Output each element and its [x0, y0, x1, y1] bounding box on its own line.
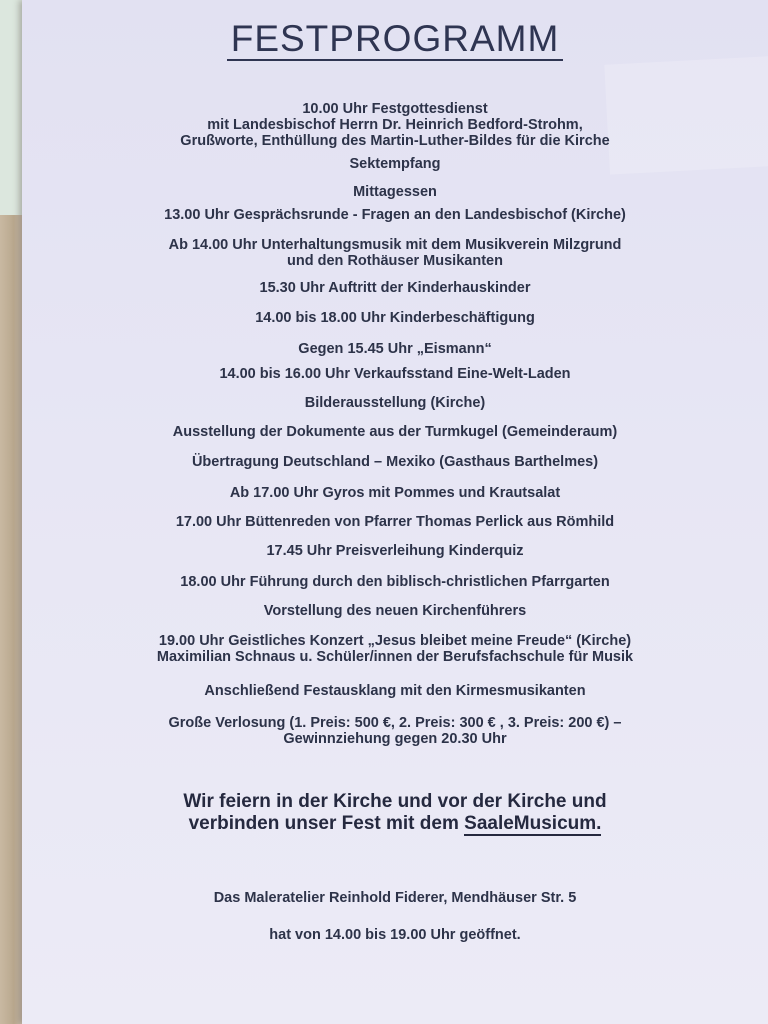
program-item [62, 366, 728, 382]
closing-line-prefix: verbinden unser Fest mit dem [188, 813, 465, 834]
program-item-line: 14.00 bis 18.00 Uhr Kinderbeschäftigung [255, 310, 535, 326]
program-item-line: Ab 14.00 Uhr Unterhaltungsmusik mit dem Musikverein Milzgrund [168, 237, 622, 253]
program-item [62, 424, 728, 440]
program-item [62, 715, 728, 747]
program-item-line: und den Rothäuser Musikanten [287, 253, 503, 269]
program-item-line: Sektempfang [349, 156, 441, 172]
program-item [62, 633, 728, 665]
program-item-line: Mittagessen [353, 184, 437, 200]
program-item-line: 19.00 Uhr Geistliches Konzert „Jesus bleibet meine Freude“ (Kirche) [158, 633, 632, 649]
program-item-line: 13.00 Uhr Gesprächsrunde - Fragen an den Landesbischof (Kirche) [164, 207, 626, 223]
program-item-line: Gegen 15.45 Uhr „Eismann“ [298, 341, 492, 357]
program-item [62, 543, 728, 559]
program-item-line: Grußworte, Enthüllung des Martin-Luther-Bildes für die Kirche [180, 133, 610, 149]
program-item [62, 683, 728, 699]
program-item-line: mit Landesbischof Herrn Dr. Heinrich Bedford-Strohm, [207, 117, 583, 133]
program-item-line: Ab 17.00 Uhr Gyros mit Pommes und Krautsalat [229, 485, 561, 501]
program-item-line: 14.00 bis 16.00 Uhr Verkaufsstand Eine-Welt-Laden [219, 366, 571, 382]
program-item [62, 156, 728, 172]
program-item [62, 514, 728, 530]
program-item [62, 101, 728, 149]
program-item [62, 341, 728, 357]
atelier-line: hat von 14.00 bis 19.00 Uhr geöffnet. [269, 927, 521, 943]
saalemusicum-link: SaaleMusicum. [464, 813, 602, 834]
program-item-line: 15.30 Uhr Auftritt der Kinderhauskinder [259, 280, 531, 296]
program-item [62, 574, 728, 590]
program-item-line: 17.00 Uhr Büttenreden von Pfarrer Thomas Perlick aus Römhild [175, 514, 615, 530]
program-item-line: Ausstellung der Dokumente aus der Turmkugel (Gemeinderaum) [172, 424, 618, 440]
closing-line [52, 813, 738, 835]
program-item [62, 310, 728, 326]
program-item-line: 18.00 Uhr Führung durch den biblisch-christlichen Pfarrgarten [180, 574, 610, 590]
program-item [62, 207, 728, 223]
program-item-line: Gewinnziehung gegen 20.30 Uhr [283, 731, 507, 747]
program-item-line: Vorstellung des neuen Kirchenführers [263, 603, 527, 619]
program-item [62, 184, 728, 200]
program-item [62, 603, 728, 619]
atelier-hours [62, 927, 728, 943]
closing-line: Wir feiern in der Kirche und vor der Kirche und [183, 791, 607, 812]
atelier-line: Das Maleratelier Reinhold Fiderer, Mendhäuser Str. 5 [213, 890, 577, 906]
title-text: FESTPROGRAMM [227, 18, 564, 61]
program-item [62, 454, 728, 470]
program-item [62, 395, 728, 411]
closing-statement [52, 791, 738, 835]
program-item-line: Große Verlosung (1. Preis: 500 €, 2. Preis: 300 € , 3. Preis: 200 €) – [168, 715, 622, 731]
program-item [62, 237, 728, 269]
program-item-line: 10.00 Uhr Festgottesdienst [302, 101, 488, 117]
program-item-line: Maximilian Schnaus u. Schüler/innen der Berufsfachschule für Musik [156, 649, 634, 665]
program-item-line: Anschließend Festausklang mit den Kirmesmusikanten [204, 683, 586, 699]
page-title [22, 18, 768, 60]
program-item-line: Übertragung Deutschland – Mexiko (Gasthaus Barthelmes) [191, 454, 599, 470]
program-item-line: 17.45 Uhr Preisverleihung Kinderquiz [266, 543, 524, 559]
program-item [62, 280, 728, 296]
program-item-line: Bilderausstellung (Kirche) [304, 395, 486, 411]
program-item [62, 485, 728, 501]
program-sheet [22, 0, 768, 1024]
atelier-note [62, 890, 728, 906]
